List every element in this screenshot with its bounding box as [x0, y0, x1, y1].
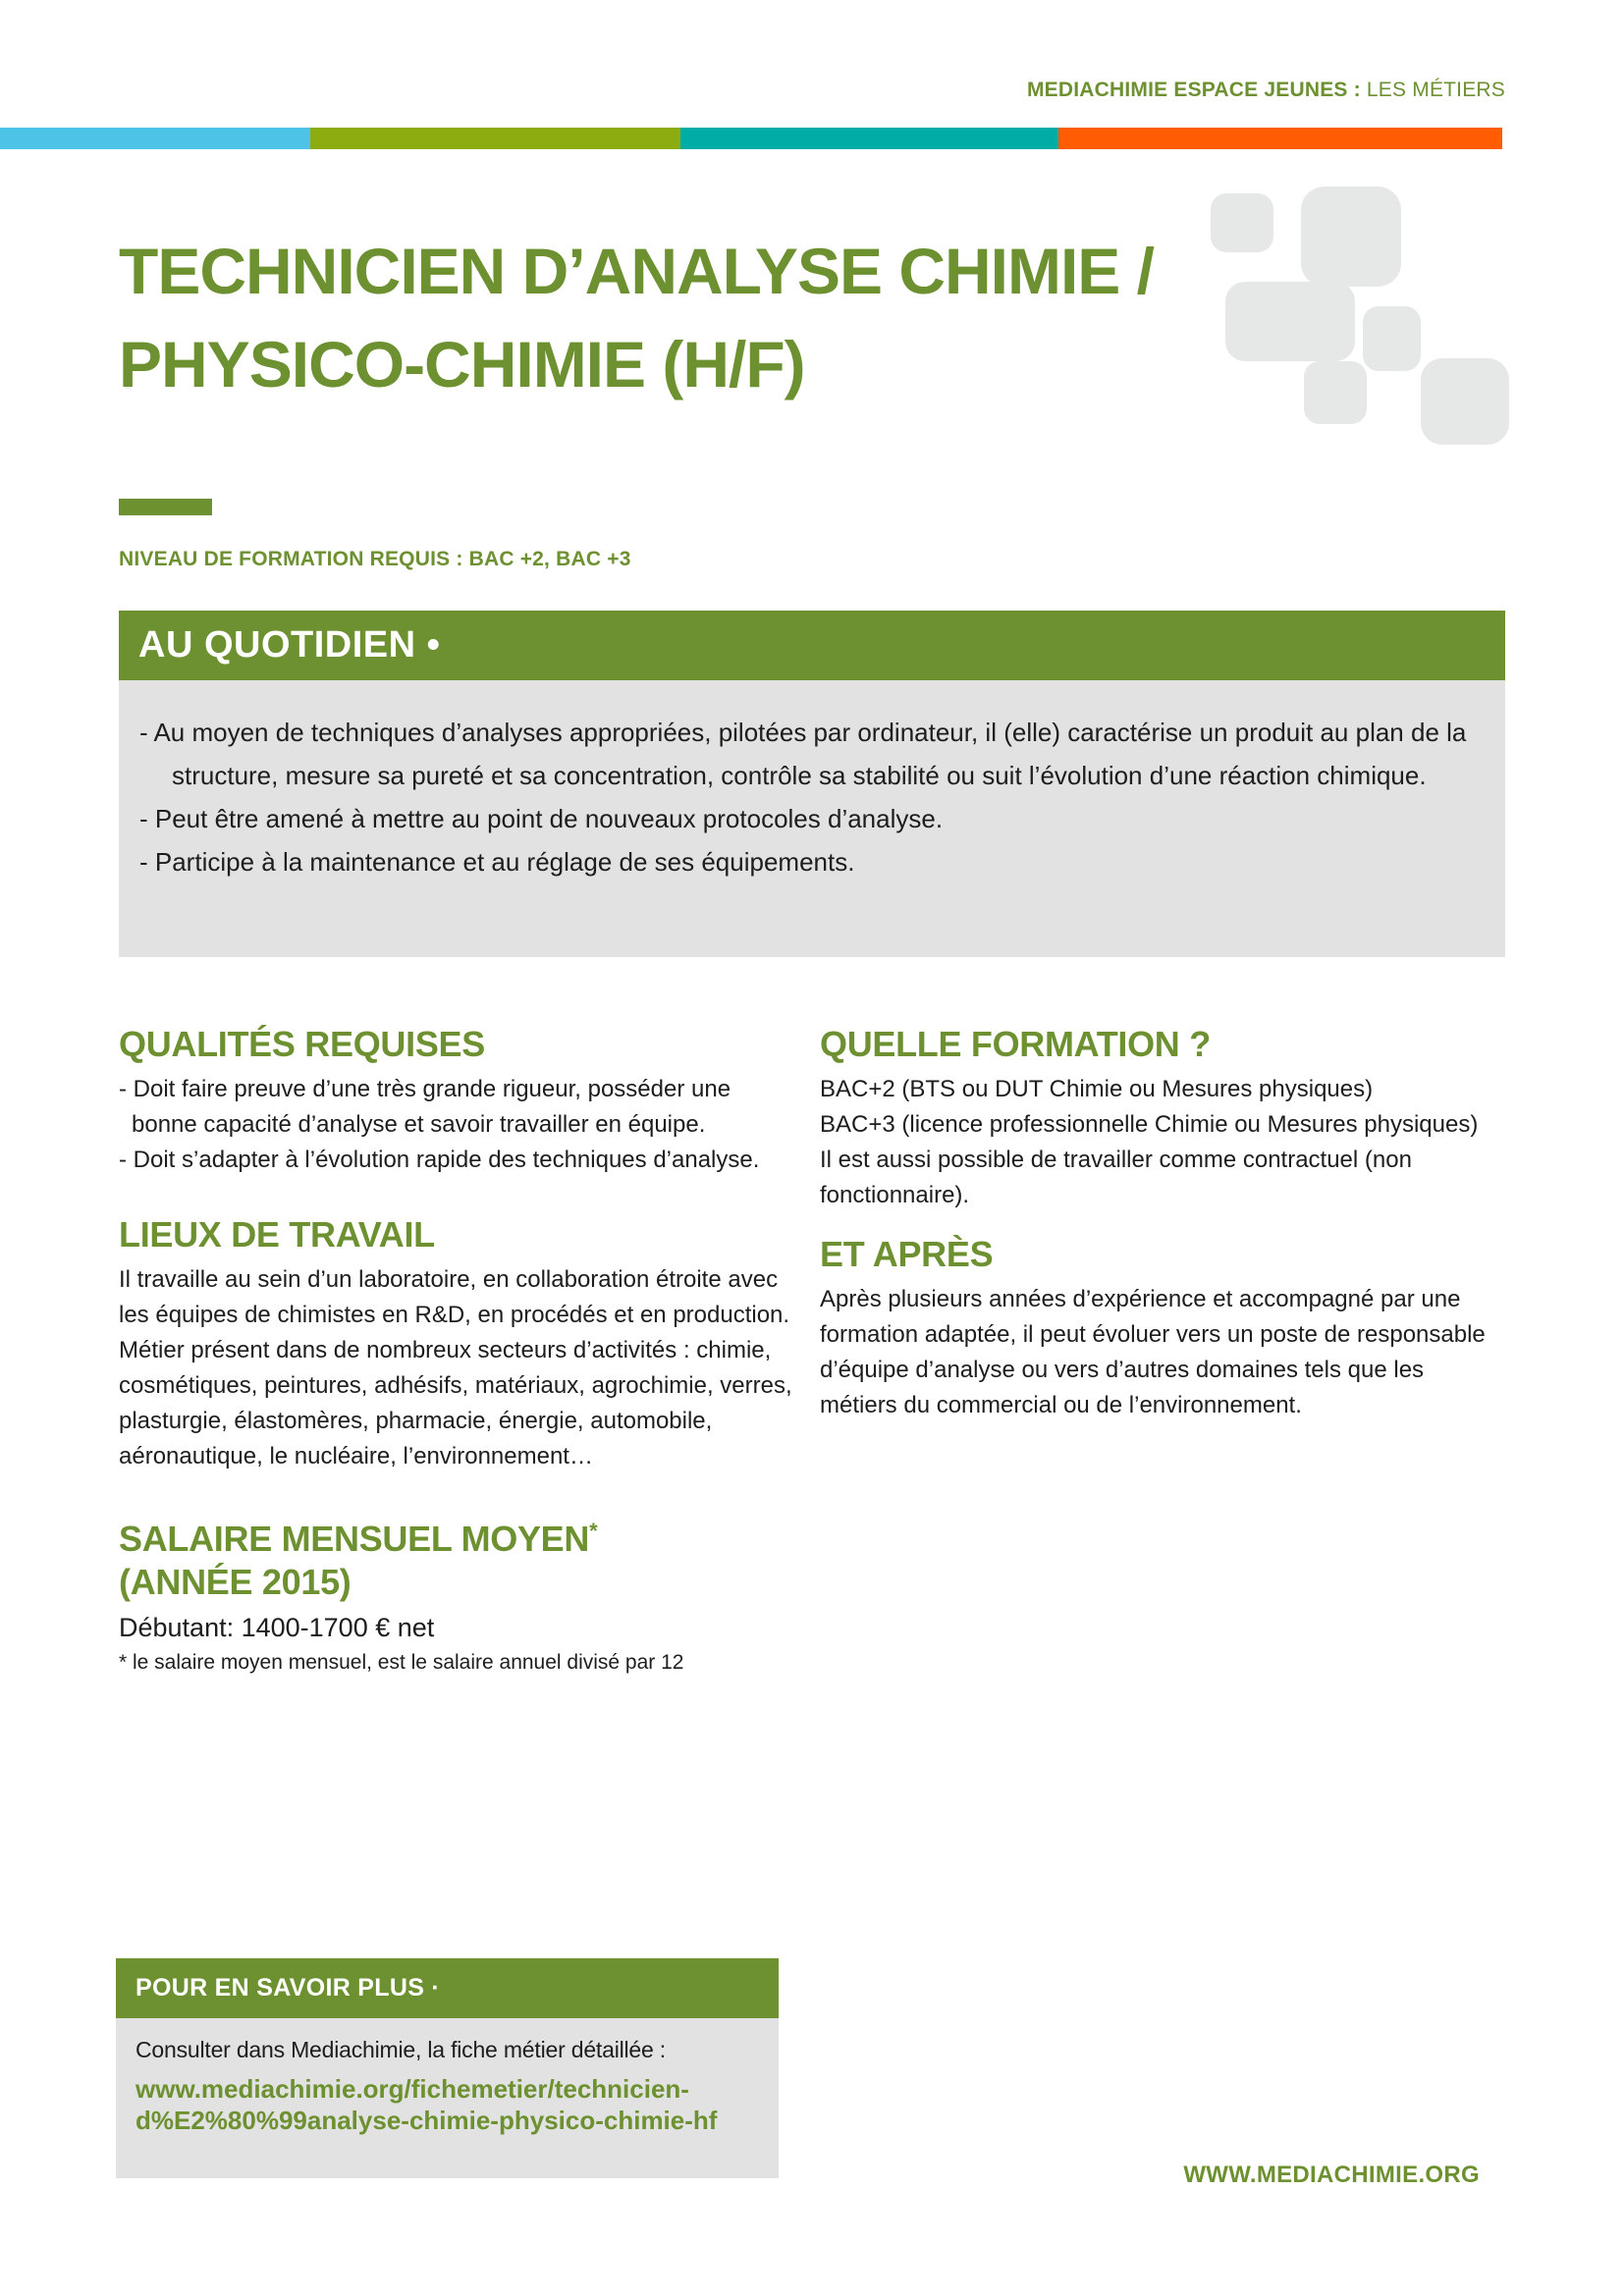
- daily-task-item: - Participe à la maintenance et au réglage de ses équipements.: [139, 847, 855, 877]
- stripe-segment-blue: [0, 128, 310, 149]
- decorative-blob: [1211, 193, 1273, 252]
- stripe-segment-teal: [680, 128, 1058, 149]
- list-item: - Doit faire preuve d’une très grande rigueur, posséder une bonne capacité d’analyse et savoir travailler en équipe.: [119, 1076, 731, 1138]
- brand-bold: MEDIACHIMIE ESPACE JEUNES :: [1026, 79, 1361, 101]
- section-banner-savoir-plus: [116, 1958, 779, 2018]
- salaire-title-text: SALAIRE MENSUEL MOYEN: [119, 1519, 590, 1559]
- banner-title: POUR EN SAVOIR PLUS ·: [135, 1974, 441, 2002]
- color-stripe: [0, 128, 1502, 149]
- paragraph: Métier présent dans de nombreux secteurs d’activités : chimie, cosmétiques, peintures, adhésifs, matériaux, agrochimie, verres, plasturgie, élastomères, pharmacie, énergie, automobile, aéronautique, le nucléaire, l’environnement…: [119, 1337, 792, 1469]
- savoir-plus-intro: Consulter dans Mediachimie, la fiche métier détaillée :: [135, 2037, 666, 2062]
- paragraph: BAC+3 (licence professionnelle Chimie ou Mesures physiques): [820, 1111, 1479, 1138]
- heading-salaire: [119, 1510, 798, 1604]
- brand-regular: LES MÉTIERS: [1366, 79, 1505, 101]
- heading-lieux: LIEUX DE TRAVAIL: [119, 1214, 435, 1255]
- stripe-segment-green: [310, 128, 680, 149]
- qualites-list: [119, 1072, 798, 1178]
- decorative-blob: [1225, 282, 1355, 361]
- decorative-blob: [1304, 361, 1367, 424]
- daily-tasks-box: [119, 680, 1505, 957]
- content-columns: [119, 1023, 1505, 1677]
- page-title: [119, 225, 1154, 411]
- heading-qualites: QUALITÉS REQUISES: [119, 1024, 485, 1064]
- savoir-plus-box: [116, 2018, 779, 2178]
- lieux-body: [119, 1262, 798, 1474]
- paragraph: Il travaille au sein d’un laboratoire, en collaboration étroite avec les équipes de chimistes en R&D, en procédés et en production.: [119, 1266, 790, 1328]
- page-title-line2: PHYSICO-CHIMIE (H/F): [119, 328, 805, 400]
- salaire-title-line2: (ANNÉE 2015): [119, 1562, 352, 1602]
- green-tag-rule: [119, 499, 212, 515]
- link-line2: d%E2%80%99analyse-chimie-physico-chimie-hf: [135, 2106, 718, 2135]
- daily-task-item: - Peut être amené à mettre au point de nouveaux protocoles d’analyse.: [139, 804, 944, 833]
- brand: [1027, 79, 1505, 102]
- apres-body: Après plusieurs années d’expérience et accompagné par une formation adaptée, il peut évoluer vers un poste de responsable d’équipe d’analyse ou vers d’autres domaines tels que les métiers du commercial ou de l’environnement.: [820, 1286, 1486, 1418]
- website-link[interactable]: WWW.MEDIACHIMIE.ORG: [1183, 2162, 1480, 2188]
- page-title-line1: TECHNICIEN D’ANALYSE CHIMIE /: [119, 235, 1155, 307]
- heading-formation: QUELLE FORMATION ?: [820, 1024, 1211, 1064]
- stripe-segment-orange: [1058, 128, 1502, 149]
- decorative-blob: [1363, 306, 1421, 371]
- salaire-amount: Débutant: 1400-1700 € net: [119, 1613, 435, 1642]
- paragraph: BAC+2 (BTS ou DUT Chimie ou Mesures physiques): [820, 1076, 1374, 1102]
- section-banner-au-quotidien: [119, 611, 1505, 680]
- right-column: [820, 1023, 1505, 1677]
- asterisk: *: [589, 1519, 598, 1543]
- fiche-metier-link[interactable]: [135, 2073, 759, 2136]
- level-label: NIVEAU DE FORMATION REQUIS : BAC +2, BAC +3: [119, 548, 631, 570]
- left-column: [119, 1023, 798, 1677]
- salaire-footnote: * le salaire moyen mensuel, est le salaire annuel divisé par 12: [119, 1651, 684, 1674]
- link-line1: www.mediachimie.org/fichemetier/technicien-: [135, 2074, 689, 2104]
- formation-body: [820, 1072, 1505, 1213]
- list-item: - Doit s’adapter à l’évolution rapide des techniques d’analyse.: [119, 1147, 760, 1173]
- heading-apres: ET APRÈS: [820, 1234, 994, 1274]
- banner-title: AU QUOTIDIEN •: [138, 624, 441, 666]
- decorative-blob: [1421, 358, 1509, 445]
- daily-task-item: - Au moyen de techniques d’analyses appropriées, pilotées par ordinateur, il (elle) caractérise un produit au plan de la structure, mesure sa pureté et sa concentration, contrôle sa stabilité ou suit l’évolution d’une réaction chimique.: [139, 718, 1467, 790]
- paragraph: Il est aussi possible de travailler comme contractuel (non fonctionnaire).: [820, 1147, 1412, 1208]
- decorative-blob: [1301, 187, 1401, 287]
